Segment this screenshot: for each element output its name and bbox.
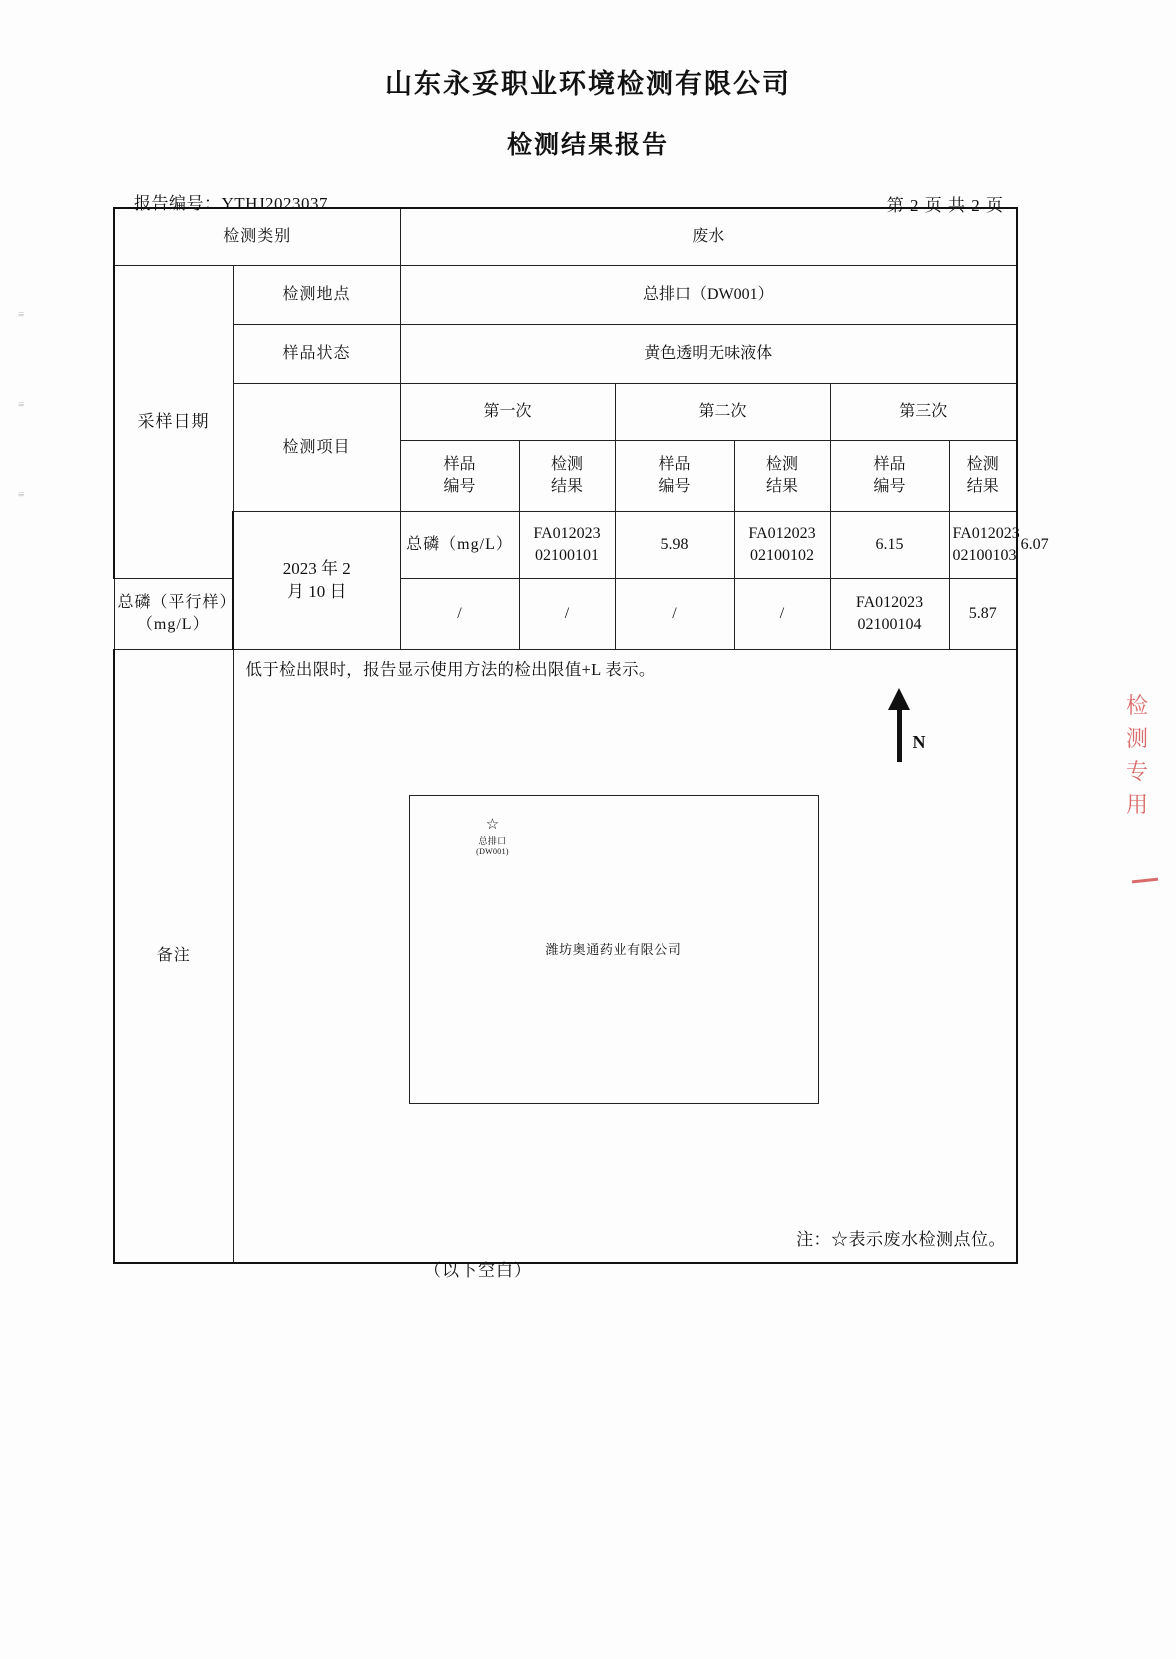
result-r2c2: / [734,579,830,650]
sample-no-line1: FA012023 [748,525,816,543]
subheader-sample-no-2 [615,441,734,512]
subheader-line2: 结果 [966,478,999,495]
report-table-wrap [113,207,1049,1264]
map-company-name: 潍坊奥通药业有限公司 [545,942,682,957]
sampling-date-value [233,512,400,650]
legend-note: 注：☆表示废水检测点位。 [796,1230,1007,1250]
notes-label: 备注 [114,650,233,1264]
subheader-sample-no-1 [400,441,519,512]
sample-no-r2c2: / [615,579,734,650]
notes-inner [234,650,1017,1262]
marker-label-line1: 总排口 [478,836,507,846]
discharge-point-marker [458,818,528,858]
table-row [114,384,1017,441]
subheader-result-2 [734,441,830,512]
notes-cell [233,650,1017,1264]
sample-no-r2c1: / [400,579,519,650]
sample-no-r1c3 [949,512,1020,579]
sample-no-line2: 02100103 [952,547,1017,564]
item-name-1: 总磷（mg/L） [400,512,519,579]
notes-text: 低于检出限时，报告显示使用方法的检出限值+L 表示。 [245,660,656,679]
sample-no-line1: FA012023 [952,525,1020,543]
subheader-sample-no-3 [830,441,949,512]
category-value: 废水 [400,208,1017,266]
table-row: 2023 年 2 月 10 日 总磷（mg/L） FA012023 02100101 5.98 FA012023 02100102 6.15 FA012023 02100103 6.07 [114,512,1017,579]
sampling-date-label: 采样日期 [137,411,210,431]
run-header-3: 第三次 [830,384,1017,441]
sample-state-label: 样品状态 [233,325,400,384]
scan-edge-marks: ≡ ≡ ≡ [18,309,25,501]
subheader-line2: 编号 [443,478,476,495]
below-blank-note [0,1256,1176,1281]
subheader-line2: 结果 [766,478,799,495]
report-title: 检测结果报告 [506,130,669,159]
sampling-date-line2: 月 10 日 [287,581,347,601]
report-table [113,207,1049,1264]
subheader-line1: 检测 [966,456,999,474]
sample-no-line2: 02100102 [750,547,815,564]
table-row [114,266,1017,325]
sample-no-r1c1 [519,512,615,579]
north-label: N [912,732,926,752]
sample-no-line2: 02100104 [857,616,922,633]
table-row [114,208,1017,266]
subheader-result-1 [519,441,615,512]
category-label: 检测类别 [114,208,400,266]
site-map-box [409,795,819,1104]
sample-state-value: 黄色透明无味液体 [400,325,1017,384]
sampling-date-line1: 2023 年 2 [282,558,351,578]
sample-no-line1: FA012023 [855,594,924,612]
below-blank-text: （以下空白） [424,1261,532,1280]
result-r1c1: 5.98 [615,512,734,579]
marker-label-line2: (DW001) [476,847,509,857]
sampling-date-group [114,266,233,579]
red-stamp-edge [1126,690,1168,890]
site-label: 检测地点 [233,266,400,325]
table-row [114,325,1017,384]
subheader-line1: 样品 [658,456,691,474]
run-header-1: 第一次 [400,384,615,441]
company-title: 山东永妥职业环境检测有限公司 [385,69,791,100]
star-icon: ☆ [485,817,500,833]
subheader-result-3 [949,441,1017,512]
run-header-2: 第二次 [615,384,830,441]
report-number: 报告编号：YTHJ2023037 [134,194,329,213]
sample-no-r2c3 [830,579,949,650]
result-r2c3: 5.87 [949,579,1017,650]
subheader-line2: 编号 [658,478,691,495]
sample-no-r1c2 [734,512,830,579]
item-name-2 [114,579,237,650]
subheader-line1: 检测 [766,456,799,474]
stamp-text: 检测专用 [1126,694,1149,818]
subheader-line1: 样品 [873,456,906,474]
subheader-line2: 编号 [873,478,906,495]
subheader-line1: 检测 [551,456,584,474]
site-value: 总排口（DW001） [400,266,1017,325]
item-label: 检测项目 [233,384,400,512]
table-row [114,650,1017,1264]
subheader-line1: 样品 [443,456,476,474]
page-number: 第 2 页 共 2 页 [886,196,1004,215]
north-arrow-icon [879,692,939,762]
item-name-line1: 总磷（平行样） [117,594,237,612]
subheader-line2: 结果 [551,478,584,495]
item-name-line2: （mg/L） [136,616,210,633]
arrow-shaft [897,700,902,762]
sample-no-line1: FA012023 [533,525,601,543]
stamp-bar [1132,878,1158,884]
result-r2c1: / [519,579,615,650]
sample-no-line2: 02100101 [535,547,600,564]
result-r1c2: 6.15 [830,512,949,579]
